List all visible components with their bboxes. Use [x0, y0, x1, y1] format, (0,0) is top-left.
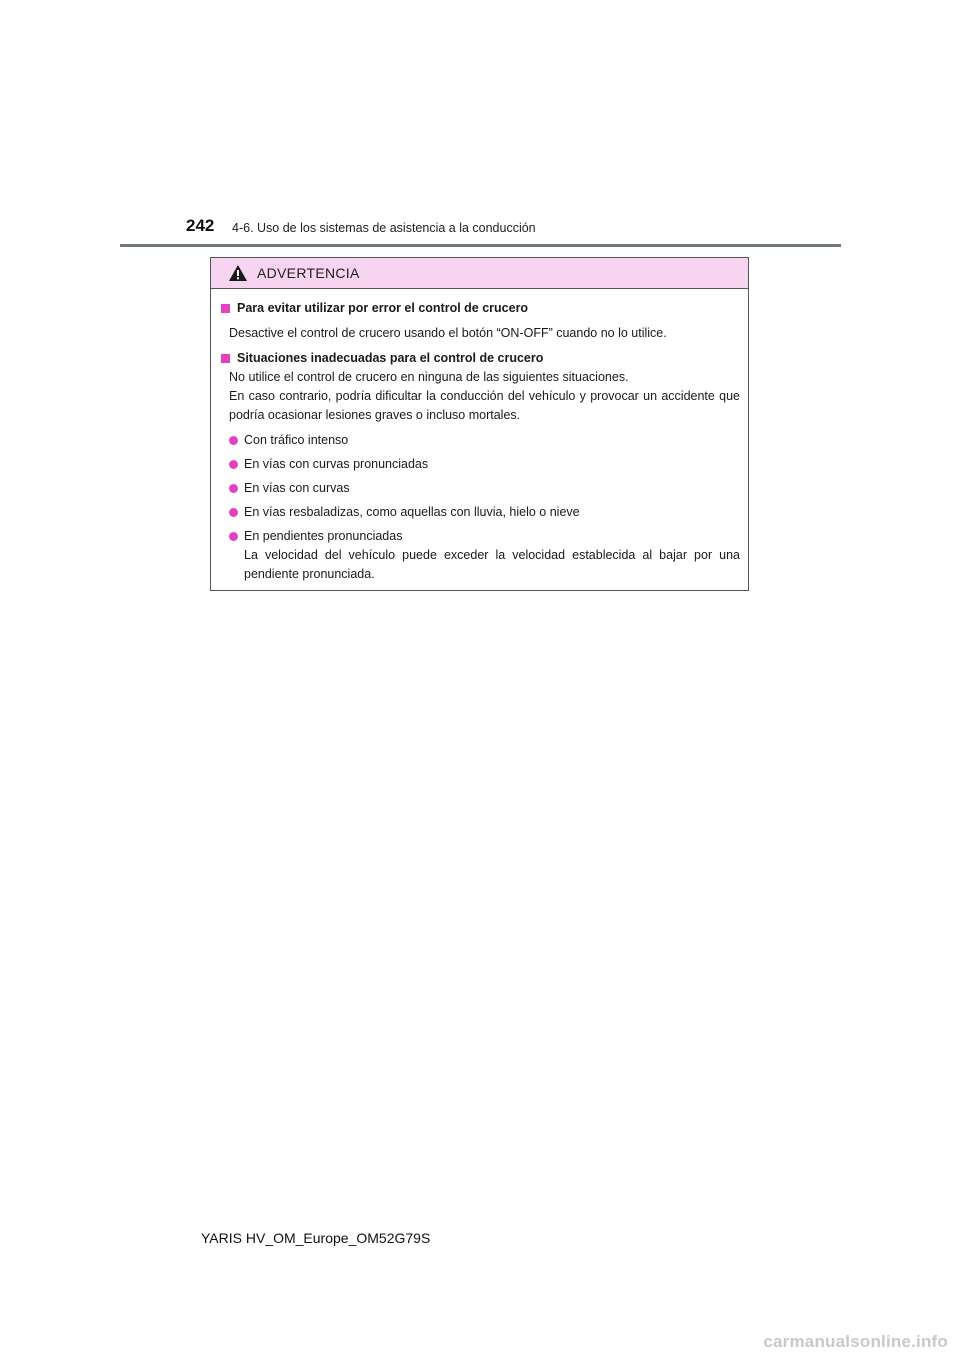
square-bullet-icon	[221, 354, 230, 363]
list-item-text: En vías con curvas pronunciadas	[244, 457, 429, 471]
list-item	[229, 455, 740, 474]
warning-item-paragraph: En caso contrario, podría dificultar la conducción del vehículo y provocar un accidente que podría ocasionar lesiones graves o incluso mortales.	[229, 389, 740, 422]
watermark: carmanualsonline.info	[763, 1332, 948, 1351]
footer-document-code: YARIS HV_OM_Europe_OM52G79S	[201, 1230, 431, 1246]
list-item-text: En vías con curvas	[244, 481, 350, 495]
warning-item-title	[221, 299, 740, 318]
page-number: 242	[186, 216, 215, 235]
warning-item-paragraph: No utilice el control de crucero en ninguna de las siguientes situaciones.	[229, 370, 629, 384]
warning-box	[210, 257, 749, 591]
bullet-list	[221, 431, 740, 584]
list-item	[229, 503, 740, 522]
list-item-text: En vías resbaladizas, como aquellas con lluvia, hielo o nieve	[244, 505, 580, 519]
warning-triangle-icon	[228, 264, 248, 282]
circle-bullet-icon	[229, 508, 238, 517]
warning-item-text	[229, 324, 740, 343]
warning-item-title-text: Para evitar utilizar por error el control de crucero	[237, 301, 529, 315]
list-item-subtext: La velocidad del vehículo puede exceder la velocidad establecida al bajar por una pendiente pronunciada.	[244, 548, 740, 581]
circle-bullet-icon	[229, 532, 238, 541]
warning-item-title	[221, 349, 740, 368]
warning-body	[211, 289, 748, 584]
header-rule	[120, 244, 841, 247]
warning-item	[221, 349, 740, 584]
circle-bullet-icon	[229, 436, 238, 445]
square-bullet-icon	[221, 304, 230, 313]
list-item	[229, 527, 740, 584]
warning-header	[211, 258, 748, 289]
warning-item-paragraph: Desactive el control de crucero usando el botón “ON-OFF” cuando no lo utilice.	[229, 326, 667, 340]
warning-item	[221, 299, 740, 343]
list-item-text: Con tráfico intenso	[244, 433, 349, 447]
warning-title: ADVERTENCIA	[257, 265, 360, 281]
list-item-text: En pendientes pronunciadas	[244, 529, 403, 543]
warning-item-text	[229, 368, 740, 425]
circle-bullet-icon	[229, 460, 238, 469]
list-item	[229, 479, 740, 498]
section-title: 4-6. Uso de los sistemas de asistencia a la conducción	[232, 221, 536, 235]
warning-item-title-text: Situaciones inadecuadas para el control de crucero	[237, 351, 544, 365]
circle-bullet-icon	[229, 484, 238, 493]
list-item	[229, 431, 740, 450]
